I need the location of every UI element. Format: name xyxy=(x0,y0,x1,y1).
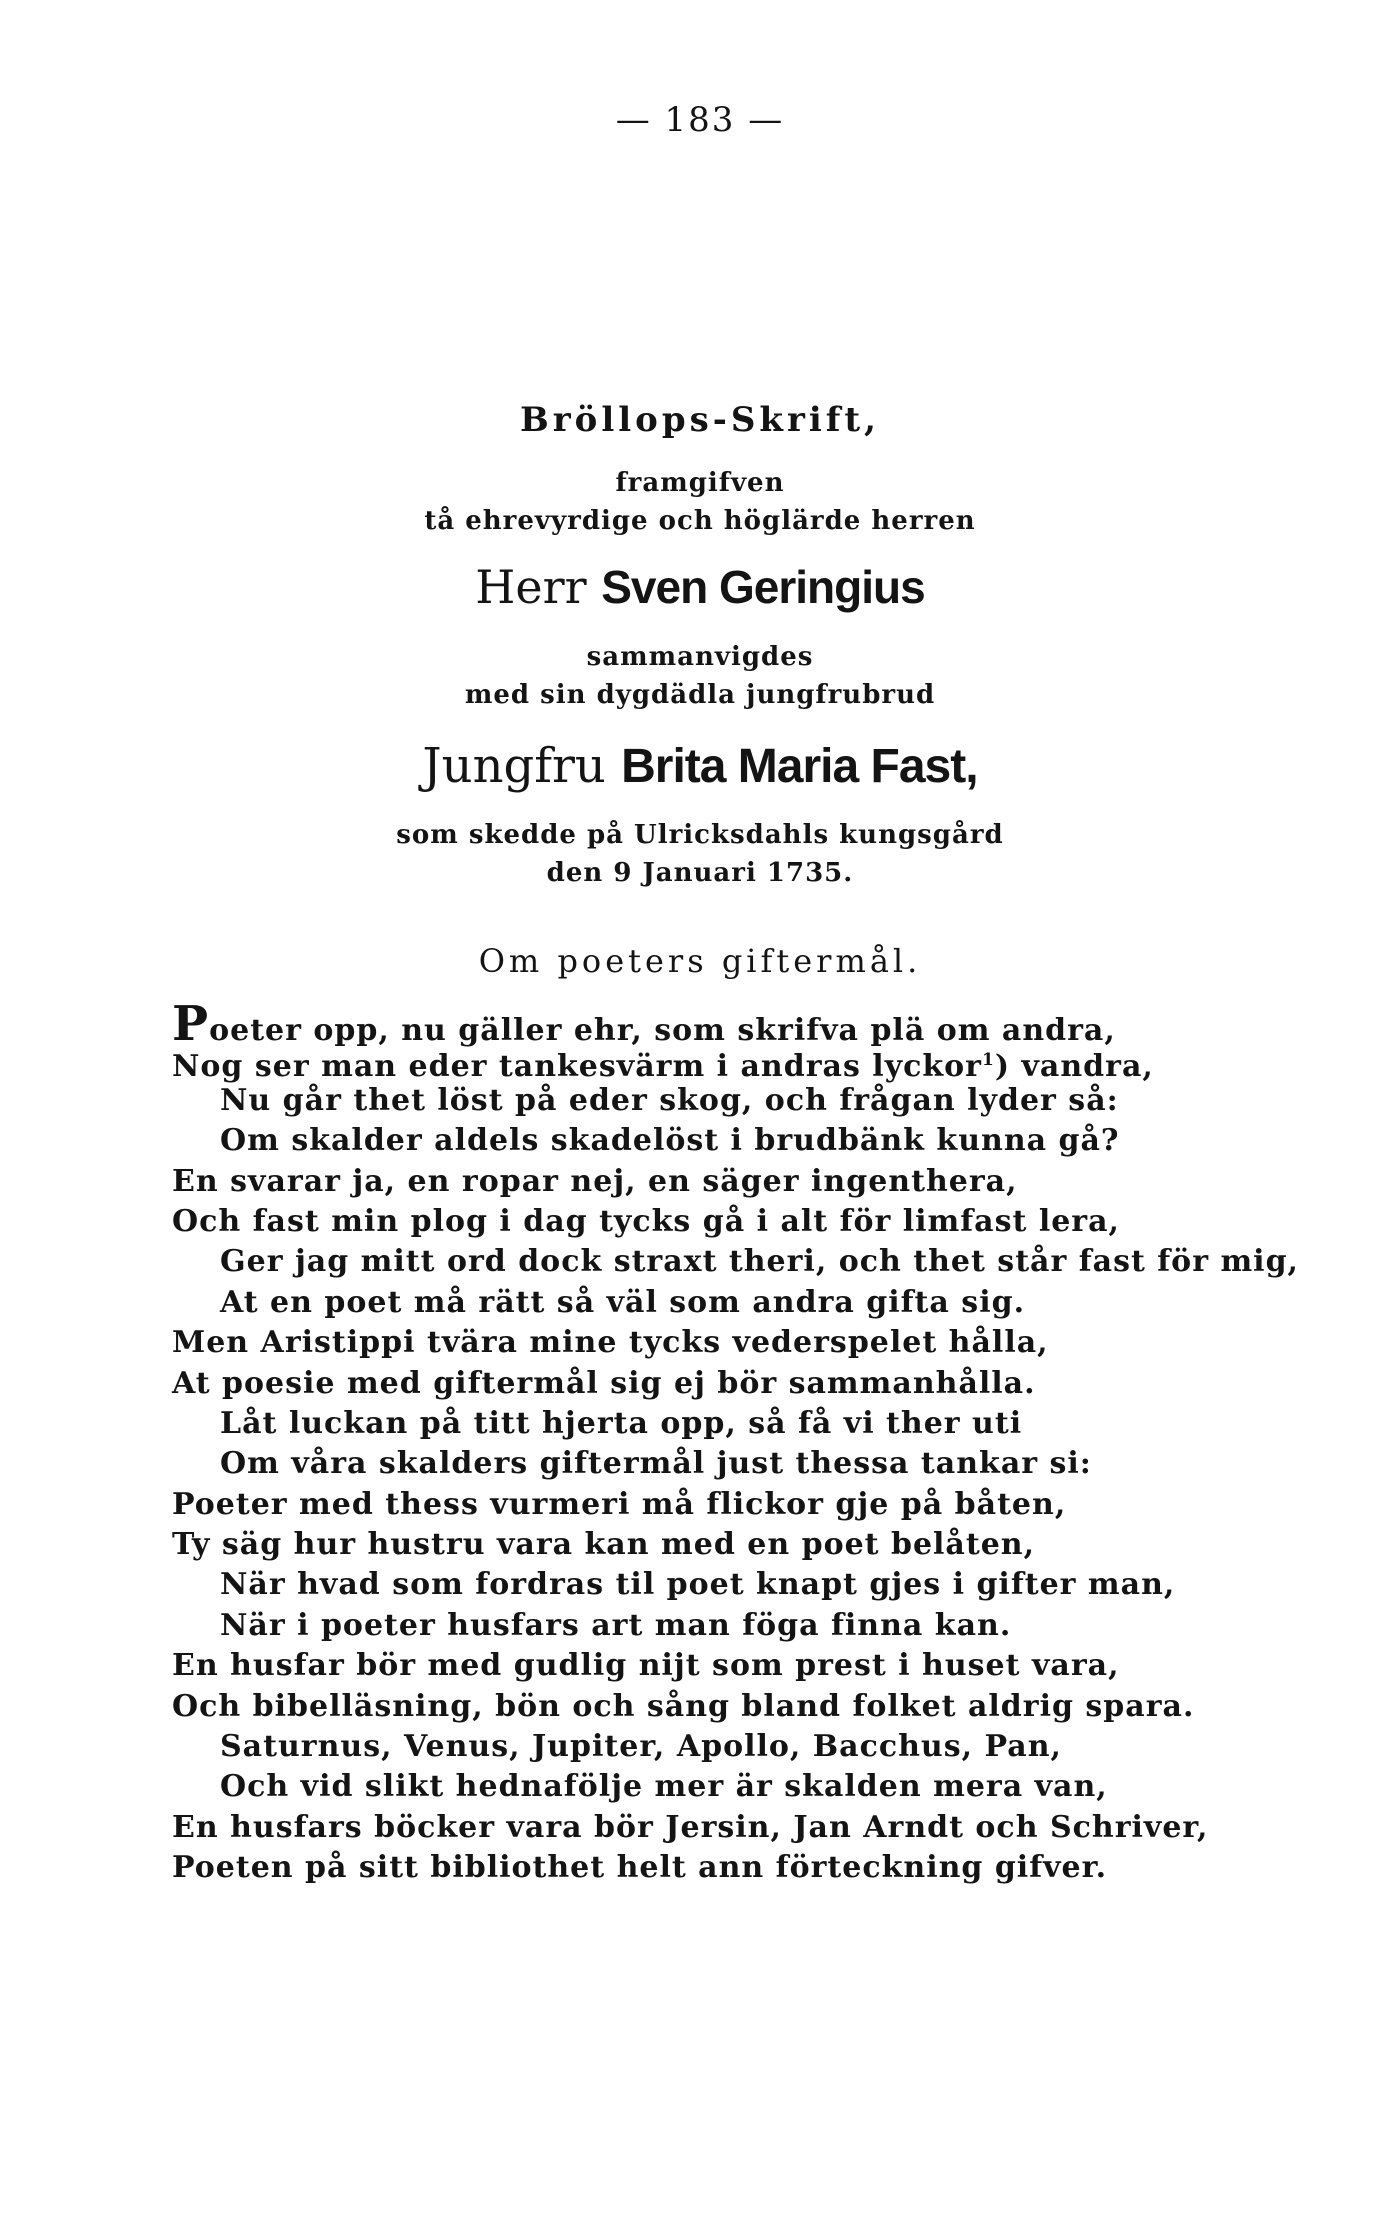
poem-line-3: Nu går thet löst på eder skog, och frågan lyder så: xyxy=(220,1082,1119,1118)
poem-line-11: Låt luckan på titt hjerta opp, så få vi ther uti xyxy=(220,1405,1023,1441)
subtitle-date: den 9 Januari 1735. xyxy=(546,858,854,888)
subtitle-skedde: som skedde på Ulricksdahls kungsgård xyxy=(396,820,1004,850)
poem-line-16: När i poeter husfars art man föga finna kan. xyxy=(220,1607,1012,1643)
subtitle-framgifven: framgifven xyxy=(615,468,785,498)
subtitle-med: med sin dygdädla jungfrubrud xyxy=(464,680,936,710)
groom-line xyxy=(0,560,1400,614)
poem-lines-container xyxy=(172,1081,1300,1889)
page-number: — 183 — xyxy=(615,100,785,140)
poem-title: Om poeters giftermål. xyxy=(478,942,922,980)
document-title: Bröllops-Skrift, xyxy=(520,400,880,440)
poem-line-text: oeter opp, nu gäller ehr, som skrifva plä om andra, xyxy=(209,1013,1116,1048)
poem-line-14: Ty säg hur hustru vara kan med en poet belåten, xyxy=(172,1527,1036,1563)
poem-line-8: At en poet må rätt så väl som andra gifta sig. xyxy=(220,1284,1026,1320)
poem-line-15: När hvad som fordras til poet knapt gjes i gifter man, xyxy=(220,1567,1176,1603)
poem-line-21: En husfars böcker vara bör Jersin, Jan Arndt och Schriver, xyxy=(172,1809,1209,1845)
poem-line-12: Om våra skalders giftermål just thessa tankar si: xyxy=(220,1446,1092,1482)
footnote-marker: 1 xyxy=(982,1050,995,1071)
groom-name: Sven Geringius xyxy=(601,561,925,613)
poem-line-18: Och bibelläsning, bön och sång bland folket aldrig spara. xyxy=(172,1688,1195,1724)
poem-line-1 xyxy=(172,996,1192,1052)
poem-line-text: Nog ser man eder tankesvärm i andras lyckor xyxy=(172,1049,982,1085)
poem-line-13: Poeter med thess vurmeri må flickor gje på båten, xyxy=(172,1486,1067,1522)
poem-body xyxy=(172,996,1300,1889)
subtitle-ehrevyrdige: tå ehrevyrdige och höglärde herren xyxy=(424,506,976,536)
poem-line-10: At poesie med giftermål sig ej bör sammanhålla. xyxy=(172,1365,1036,1401)
drop-cap: P xyxy=(172,996,210,1052)
subtitle-sammanvigdes: sammanvigdes xyxy=(586,642,814,672)
poem-line-2 xyxy=(172,1040,1192,1085)
groom-prefix: Herr xyxy=(475,560,587,614)
poem-line-22: Poeten på sitt bibliothet helt ann förteckning gifver. xyxy=(172,1850,1108,1886)
poem-line-9: Men Aristippi tvära mine tycks vederspelet hålla, xyxy=(172,1325,1049,1361)
bride-line xyxy=(0,738,1400,794)
poem-line-6: Och fast min plog i dag tycks gå i alt för limfast lera, xyxy=(172,1203,1120,1239)
poem-line-19: Saturnus, Venus, Jupiter, Apollo, Bacchus, Pan, xyxy=(220,1729,1062,1765)
poem-line-20: Och vid slikt hednafölje mer är skalden mera van, xyxy=(220,1769,1108,1805)
poem-line-text: ) vandra, xyxy=(994,1049,1154,1085)
poem-line-4: Om skalder aldels skadelöst i brudbänk kunna gå? xyxy=(220,1123,1120,1159)
bride-prefix: Jungfru xyxy=(422,738,606,794)
poem-line-7: Ger jag mitt ord dock straxt theri, och thet står fast för mig, xyxy=(220,1244,1300,1280)
poem-line-5: En svarar ja, en ropar nej, en säger ingenthera, xyxy=(172,1163,1018,1199)
poem-line-17: En husfar bör med gudlig nijt som prest i huset vara, xyxy=(172,1648,1120,1684)
bride-name: Brita Maria Fast, xyxy=(621,740,978,793)
